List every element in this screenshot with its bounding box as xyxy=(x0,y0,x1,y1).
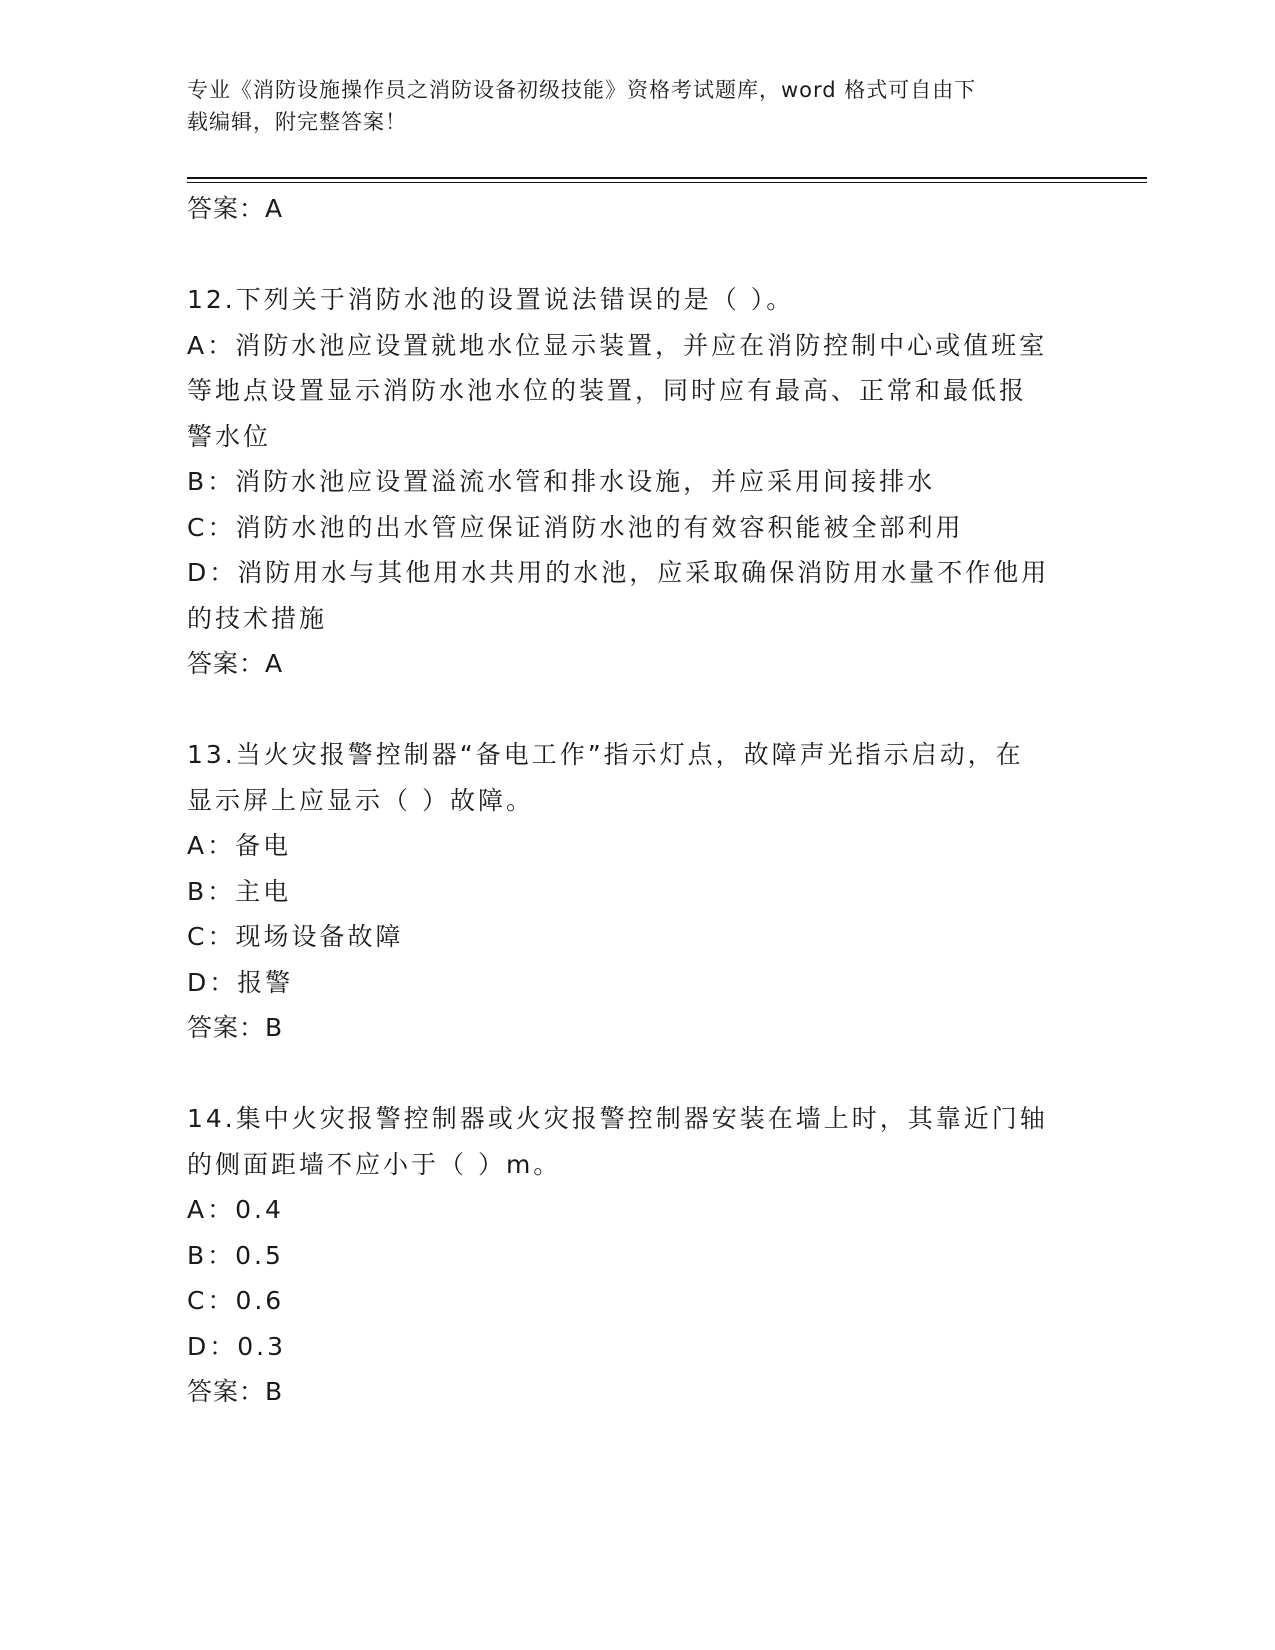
answer: 答案：B xyxy=(187,1013,284,1042)
option-b: B：0.5 xyxy=(187,1240,284,1270)
question-14 xyxy=(187,1096,1077,1415)
header-line-2: 载编辑，附完整答案！ xyxy=(187,110,407,134)
option-b: B：主电 xyxy=(187,876,292,906)
header-rule-thick xyxy=(187,177,1147,179)
option-d: D：报警 xyxy=(187,967,294,997)
question-stem-cont: 的侧面距墙不应小于（ ）m。 xyxy=(187,1149,562,1179)
option-a-cont: 警水位 xyxy=(187,421,272,451)
option-d: D：0.3 xyxy=(187,1331,287,1361)
document-header xyxy=(187,74,1067,138)
option-c: C：现场设备故障 xyxy=(187,922,404,951)
answer: 答案：A xyxy=(187,649,284,678)
header-rule-thin xyxy=(187,182,1147,183)
option-d-cont: 的技术措施 xyxy=(187,603,328,633)
option-a: A：0.4 xyxy=(187,1195,284,1224)
question-stem: 13.当火灾报警控制器“备电工作”指示灯点，故障声光指示启动，在 xyxy=(187,740,1024,769)
question-12 xyxy=(187,277,1077,687)
answer-previous: 答案：A xyxy=(187,194,284,223)
option-c: C：消防水池的出水管应保证消防水池的有效容积能被全部利用 xyxy=(187,512,964,542)
spacer xyxy=(187,687,1077,733)
spacer xyxy=(187,232,1077,278)
option-b: B：消防水池应设置溢流水管和排水设施，并应采用间接排水 xyxy=(187,467,936,496)
document-body xyxy=(187,186,1077,1415)
question-stem: 14.集中火灾报警控制器或火灾报警控制器安装在墙上时，其靠近门轴 xyxy=(187,1104,1048,1133)
option-a: A：备电 xyxy=(187,831,292,860)
option-c: C：0.6 xyxy=(187,1286,285,1315)
question-13 xyxy=(187,732,1077,1051)
header-line-1: 专业《消防设施操作员之消防设备初级技能》资格考试题库，word 格式可自由下 xyxy=(187,78,977,102)
option-d: D：消防用水与其他用水共用的水池，应采取确保消防用水量不作他用 xyxy=(187,558,1050,587)
option-a-cont: 等地点设置显示消防水池水位的装置，同时应有最高、正常和最低报 xyxy=(187,376,1028,405)
question-stem-cont: 显示屏上应显示（ ）故障。 xyxy=(187,785,534,815)
answer: 答案：B xyxy=(187,1377,284,1406)
spacer xyxy=(187,1051,1077,1097)
question-stem: 12.下列关于消防水池的设置说法错误的是（ ）。 xyxy=(187,285,795,314)
option-a: A：消防水池应设置就地水位显示装置，并应在消防控制中心或值班室 xyxy=(187,330,1048,360)
